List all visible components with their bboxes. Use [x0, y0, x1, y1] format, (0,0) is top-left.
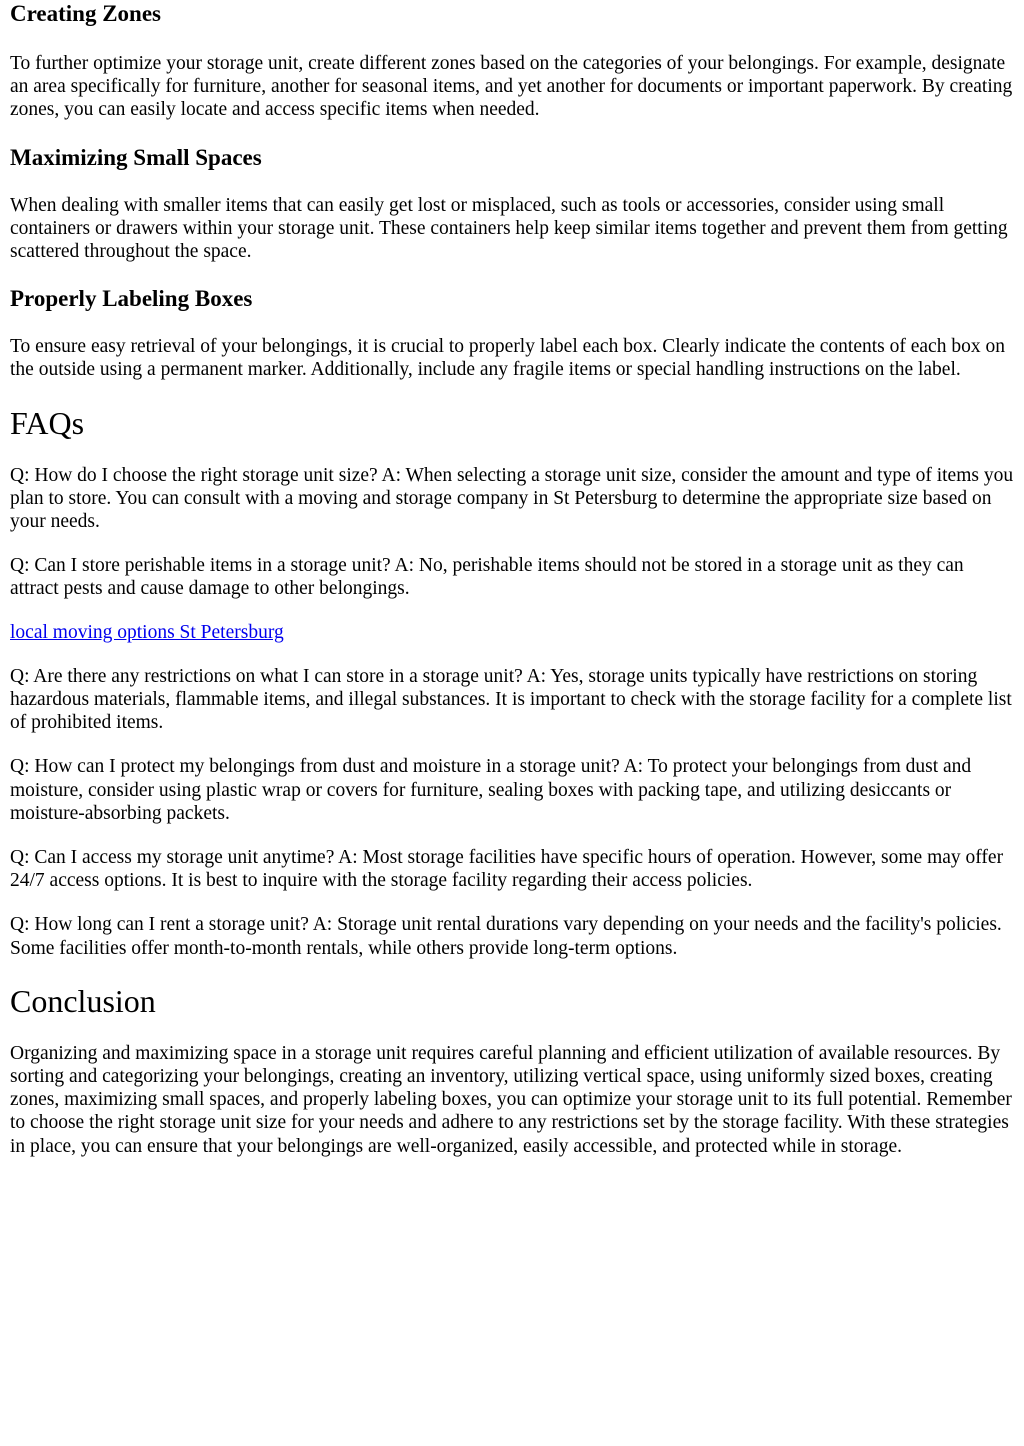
- heading-conclusion: Conclusion: [10, 982, 156, 1019]
- faq-item-dust-moisture: Q: How can I protect my belongings from dust and moisture in a storage unit? A: To protect your belongings from dust and moisture, consider using plastic wrap or covers for furniture, sealing boxes with packing tape, and utilizing desiccants or moisture-absorbing packets.: [10, 756, 972, 824]
- heading-creating-zones: Creating Zones: [10, 1, 161, 26]
- paragraph-maximizing-small-spaces: When dealing with smaller items that can easily get lost or misplaced, such as tools or accessories, consider using small containers or drawers within your storage unit. These containers help keep similar items together and prevent them from getting scattered throughout the space.: [10, 194, 1008, 263]
- faq-item-rental-duration: Q: How long can I rent a storage unit? A: Storage unit rental durations vary depending on your needs and the facility's policies. Some facilities offer month-to-month rentals, while others provide long-term options.: [10, 914, 1002, 959]
- faq-item-restrictions: Q: Are there any restrictions on what I can store in a storage unit? A: Yes, storage units typically have restrictions on storing hazardous materials, flammable items, and illegal substances. It is important to check with the storage facility for a complete list of prohibited items.: [10, 665, 1012, 734]
- faq-item-perishable: Q: Can I store perishable items in a storage unit? A: No, perishable items should not be stored in a storage unit as they can attract pests and cause damage to other belongings.: [10, 555, 964, 600]
- faq-item-access: Q: Can I access my storage unit anytime? A: Most storage facilities have specific hours of operation. However, some may offer 24/7 access options. It is best to inquire with the storage facility regarding their access policies.: [10, 847, 1004, 892]
- paragraph-creating-zones: To further optimize your storage unit, create different zones based on the categories of your belongings. For example, designate an area specifically for furniture, another for seasonal items, and yet another for documents or important paperwork. By creating zones, you can easily locate and access specific items when needed.: [10, 53, 1013, 121]
- heading-faqs: FAQs: [10, 404, 85, 441]
- paragraph-conclusion: Organizing and maximizing space in a storage unit requires careful planning and efficient utilization of available resources. By sorting and categorizing your belongings, creating an inventory, utilizing vertical space, using uniformly sized boxes, creating zones, maximizing small spaces, and properly labeling boxes, you can optimize your storage unit to its full potential. Remember to choose the right storage unit size for your needs and adhere to any restrictions set by the storage facility. With these strategies in place, you can ensure that your belongings are well-organized, easily accessible, and protected while in storage.: [10, 1042, 1012, 1157]
- local-moving-link[interactable]: local moving options St Petersburg: [10, 621, 284, 643]
- faq-item-unit-size: Q: How do I choose the right storage unit size? A: When selecting a storage unit size, consider the amount and type of items you plan to store. You can consult with a moving and storage company in St Petersburg to determine the appropriate size based on your needs.: [10, 464, 1014, 533]
- heading-maximizing-small-spaces: Maximizing Small Spaces: [10, 144, 262, 170]
- paragraph-properly-labeling-boxes: To ensure easy retrieval of your belongings, it is crucial to properly label each box. Clearly indicate the contents of each box on the outside using a permanent marker. Additionally, include any fragile items or special handling instructions on the label.: [10, 336, 1005, 381]
- heading-properly-labeling-boxes: Properly Labeling Boxes: [10, 286, 253, 312]
- local-moving-link-paragraph: [10, 621, 1014, 644]
